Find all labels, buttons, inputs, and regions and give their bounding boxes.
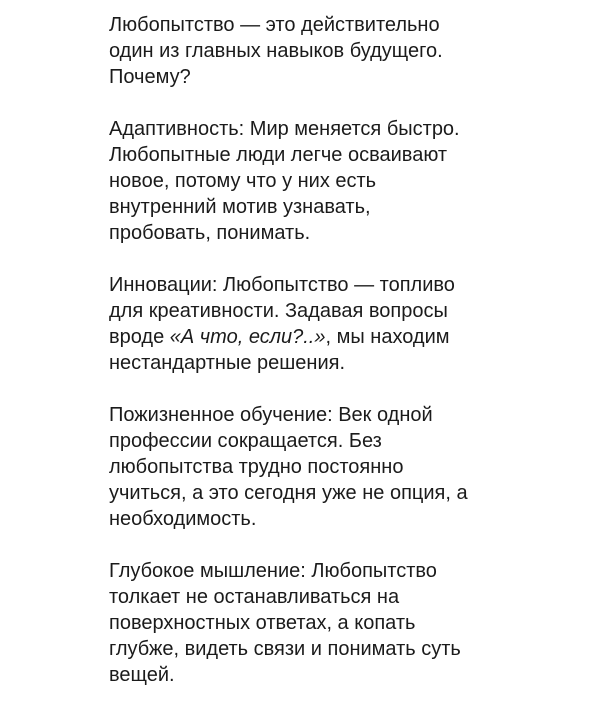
text-line: новое, потому что у них есть <box>109 170 377 192</box>
innovation-paragraph <box>109 272 589 376</box>
text-line: поверхностных ответах, а копать <box>109 612 416 634</box>
text-line: глубже, видеть связи и понимать суть <box>109 638 461 660</box>
text-line: нестандартные решения. <box>109 352 346 374</box>
adaptivity-paragraph <box>109 116 589 246</box>
text-line: толкает не останавливаться на <box>109 586 400 608</box>
text-line: Почему? <box>109 66 191 88</box>
document-body <box>109 12 589 714</box>
text-segment: вроде <box>109 326 170 348</box>
text-line: Адаптивность: Мир меняется быстро. <box>109 118 460 140</box>
text-line: учиться, а это сегодня уже не опция, а <box>109 482 468 504</box>
text-line: Глубокое мышление: Любопытство <box>109 560 437 582</box>
text-line: любопытства трудно постоянно <box>109 456 404 478</box>
text-line: для креативности. Задавая вопросы <box>109 300 448 322</box>
text-line: пробовать, понимать. <box>109 222 311 244</box>
text-line: Любопытные люди легче осваивают <box>109 144 448 166</box>
text-line: Любопытство — это действительно <box>109 14 440 36</box>
italic-quote: «А что, если?..» <box>169 326 326 348</box>
text-line: необходимость. <box>109 508 257 530</box>
text-segment: , мы находим <box>325 326 450 348</box>
text-line <box>109 324 589 350</box>
text-line: профессии сокращается. Без <box>109 430 382 452</box>
intro-paragraph <box>109 12 589 90</box>
text-line: Инновации: Любопытство — топливо <box>109 274 455 296</box>
text-line: Пожизненное обучение: Век одной <box>109 404 433 426</box>
text-line: внутренний мотив узнавать, <box>109 196 371 218</box>
text-line: вещей. <box>109 664 175 686</box>
deep-thinking-paragraph <box>109 558 589 688</box>
text-line: один из главных навыков будущего. <box>109 40 443 62</box>
lifelong-learning-paragraph <box>109 402 589 532</box>
